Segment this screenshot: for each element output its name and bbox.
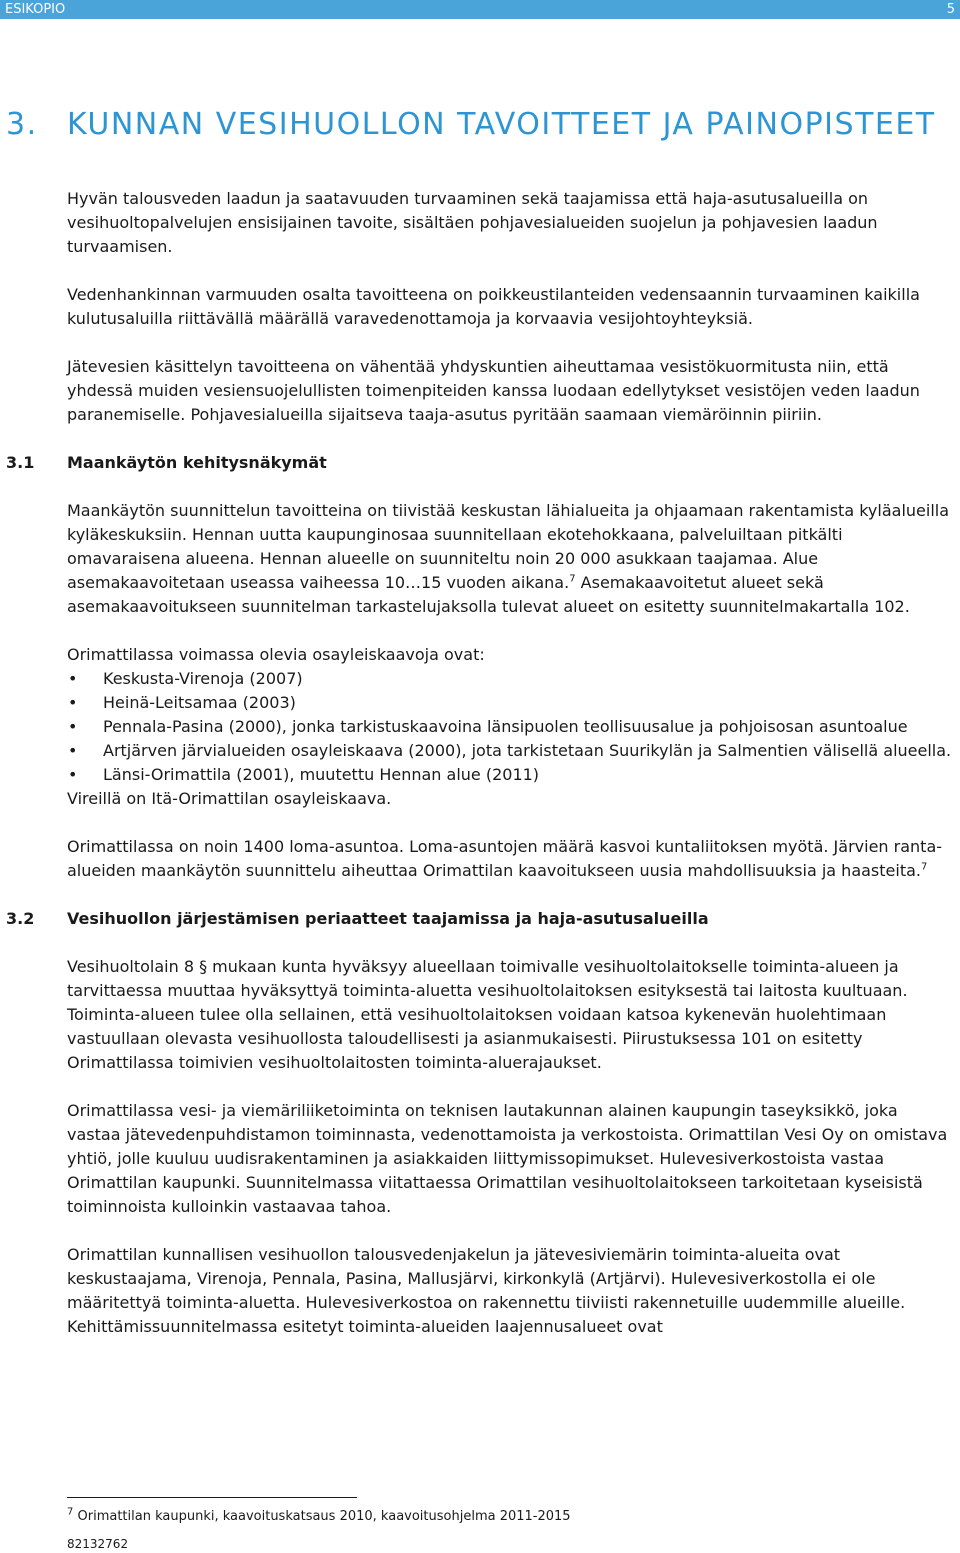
list-item [67,691,952,715]
section-number: 3.1 [6,453,35,472]
body-paragraph: Orimattilassa vesi- ja viemäriliiketoiminta on teknisen lautakunnan alainen kaupungin taseyksikkö, joka vastaa jätevedenpuhdistamon toiminnasta, vedenottamoista ja verkostoista. Orimattilan Vesi Oy on omistava yhtiö, jolle kuuluu uudisrakentaminen ja asiakkaiden liittymissopimukset. Hulevesiverkostoista vastaa Orimattilan kaupunki. Suunnitelmassa viitattaessa Orimattilan vesihuoltolaitokseen tarkoitetaan kyseisistä toiminnoista kulloinkin vastaavaa tahoa. [67,1101,948,1216]
footnote [67,1506,571,1525]
chapter-number: 3. [6,107,38,142]
section-number: 3.2 [6,909,35,928]
footnote-ref: 7 [920,861,928,873]
list-item [67,739,952,763]
plan-list [67,667,952,787]
section-heading [6,907,952,931]
list-item [67,667,952,691]
body-paragraph [67,835,952,883]
page-header [0,0,960,19]
section-heading [6,451,952,475]
page-number: 5 [946,2,955,17]
bullet-icon: • [68,693,78,712]
list-item-text: Pennala-Pasina (2000), jonka tarkistuskaavoina länsipuolen teollisuusalue ja pohjoisosan asuntoalue [103,717,908,736]
list-item [67,715,952,739]
page-content [6,105,952,1363]
chapter-heading [6,105,952,145]
list-item-text: Keskusta-Virenoja (2007) [103,669,303,688]
list-intro: Orimattilassa voimassa olevia osayleiskaavoja ovat: [67,645,485,664]
paragraph-text: Asemakaavoitetut alueet sekä asemakaavoitukseen suunnitelman tarkastelujaksolla tulevat alueet on esitetty suunnitelmakartalla 102. [67,573,910,616]
intro-paragraph: Vedenhankinnan varmuuden osalta tavoitteena on poikkeustilanteiden vedensaannin turvaaminen kaikilla kulutusaluilla riittävällä määrällä varavedenottamoja ja korvaavia vesijohtoyhteyksiä. [67,285,920,328]
list-item-text: Artjärven järvialueiden osayleiskaava (2000), jota tarkistetaan Suurikylän ja Salmentien välisellä alueella. [103,741,952,760]
list-item-text: Länsi-Orimattila (2001), muutettu Hennan alue (2011) [103,765,540,784]
list-item [67,763,952,787]
header-label: ESIKOPIO [5,2,66,17]
footnote-text: Orimattilan kaupunki, kaavoituskatsaus 2010, kaavoitusohjelma 2011-2015 [77,1509,571,1524]
paragraph-text: Orimattilassa on noin 1400 loma-asuntoa. Loma-asuntojen määrä kasvoi kuntaliitoksen myötä. Järvien ranta-alueiden maankäytön suunnittelu aiheuttaa Orimattilan kaavoitukseen uusia mahdollisuuksia ja haasteita. [67,837,943,880]
section-title: Maankäytön kehitysnäkymät [67,453,327,472]
list-item-text: Heinä-Leitsamaa (2003) [103,693,296,712]
list-after-text: Vireillä on Itä-Orimattilan osayleiskaava. [67,789,392,808]
footnote-separator [67,1497,357,1498]
footnote-ref: 7 [569,573,576,585]
bullet-icon: • [68,669,78,688]
bullet-icon: • [68,741,78,760]
chapter-title: KUNNAN VESIHUOLLON TAVOITTEET JA PAINOPISTEET [67,107,936,142]
intro-paragraph: Jätevesien käsittelyn tavoitteena on vähentää yhdyskuntien aiheuttamaa vesistökuormitusta niin, että yhdessä muiden vesiensuojelullisten toimenpiteiden kanssa luodaan edellytykset vesistöjen veden laadun paranemiselle. Pohjavesialueilla sijaitseva taaja-asutus pyritään saamaan viemäröinnin piiriin. [67,357,920,424]
document-number: 82132762 [67,1537,129,1551]
footnote-marker: 7 [67,1506,74,1518]
intro-paragraph: Hyvän talousveden laadun ja saatavuuden turvaaminen sekä taajamissa että haja-asutusalueilla on vesihuoltopalvelujen ensisijainen tavoite, sisältäen pohjavesialueiden suojelun ja pohjavesien laadun turvaamisen. [67,189,878,256]
bullet-icon: • [68,765,78,784]
paragraph-text: Maankäytön suunnittelun tavoitteina on tiivistää keskustan lähialueita ja ohjaamaan rakentamista kyläalueilla kyläkeskuksiin. Hennan uutta kaupunginosaa suunnitellaan ekotehokkaana, palveluiltaan pitkälti omavaraisena alueena. Hennan alueelle on suunniteltu noin 20 000 asukkaan taajamaa. Alue asemakaavoitetaan useassa vaiheessa 10…15 vuoden aikana. [67,501,950,592]
body-paragraph [67,499,952,619]
body-paragraph: Orimattilan kunnallisen vesihuollon talousvedenjakelun ja jätevesiviemärin toiminta-alueita ovat keskustaajama, Virenoja, Pennala, Pasina, Mallusjärvi, kirkonkylä (Artjärvi). Hulevesiverkostolla ei ole määritettyä toiminta-aluetta. Hulevesiverkostoa on rakennettu tiiviisti rakennetuille uudemmille alueille. Kehittämissuunnitelmassa esitetyt toiminta-alueiden laajennusalueet ovat [67,1245,906,1336]
body-paragraph: Vesihuoltolain 8 § mukaan kunta hyväksyy alueellaan toimivalle vesihuoltolaitokselle toiminta-alueen ja tarvittaessa muuttaa hyväksyttyä toiminta-aluetta vesihuoltolaitoksen esityksestä tai laitosta kuultuaan. Toiminta-alueen tulee olla sellainen, että vesihuoltolaitoksen voidaan katsoa kykenevän huolehtimaan vastuullaan olevasta vesihuollosta taloudellisesti ja asianmukaisesti. Piirustuksessa 101 on esitetty Orimattilassa toimivien vesihuoltolaitosten toiminta-aluerajaukset. [67,957,908,1072]
section-title: Vesihuollon järjestämisen periaatteet taajamissa ja haja-asutusalueilla [67,909,709,928]
bullet-icon: • [68,717,78,736]
